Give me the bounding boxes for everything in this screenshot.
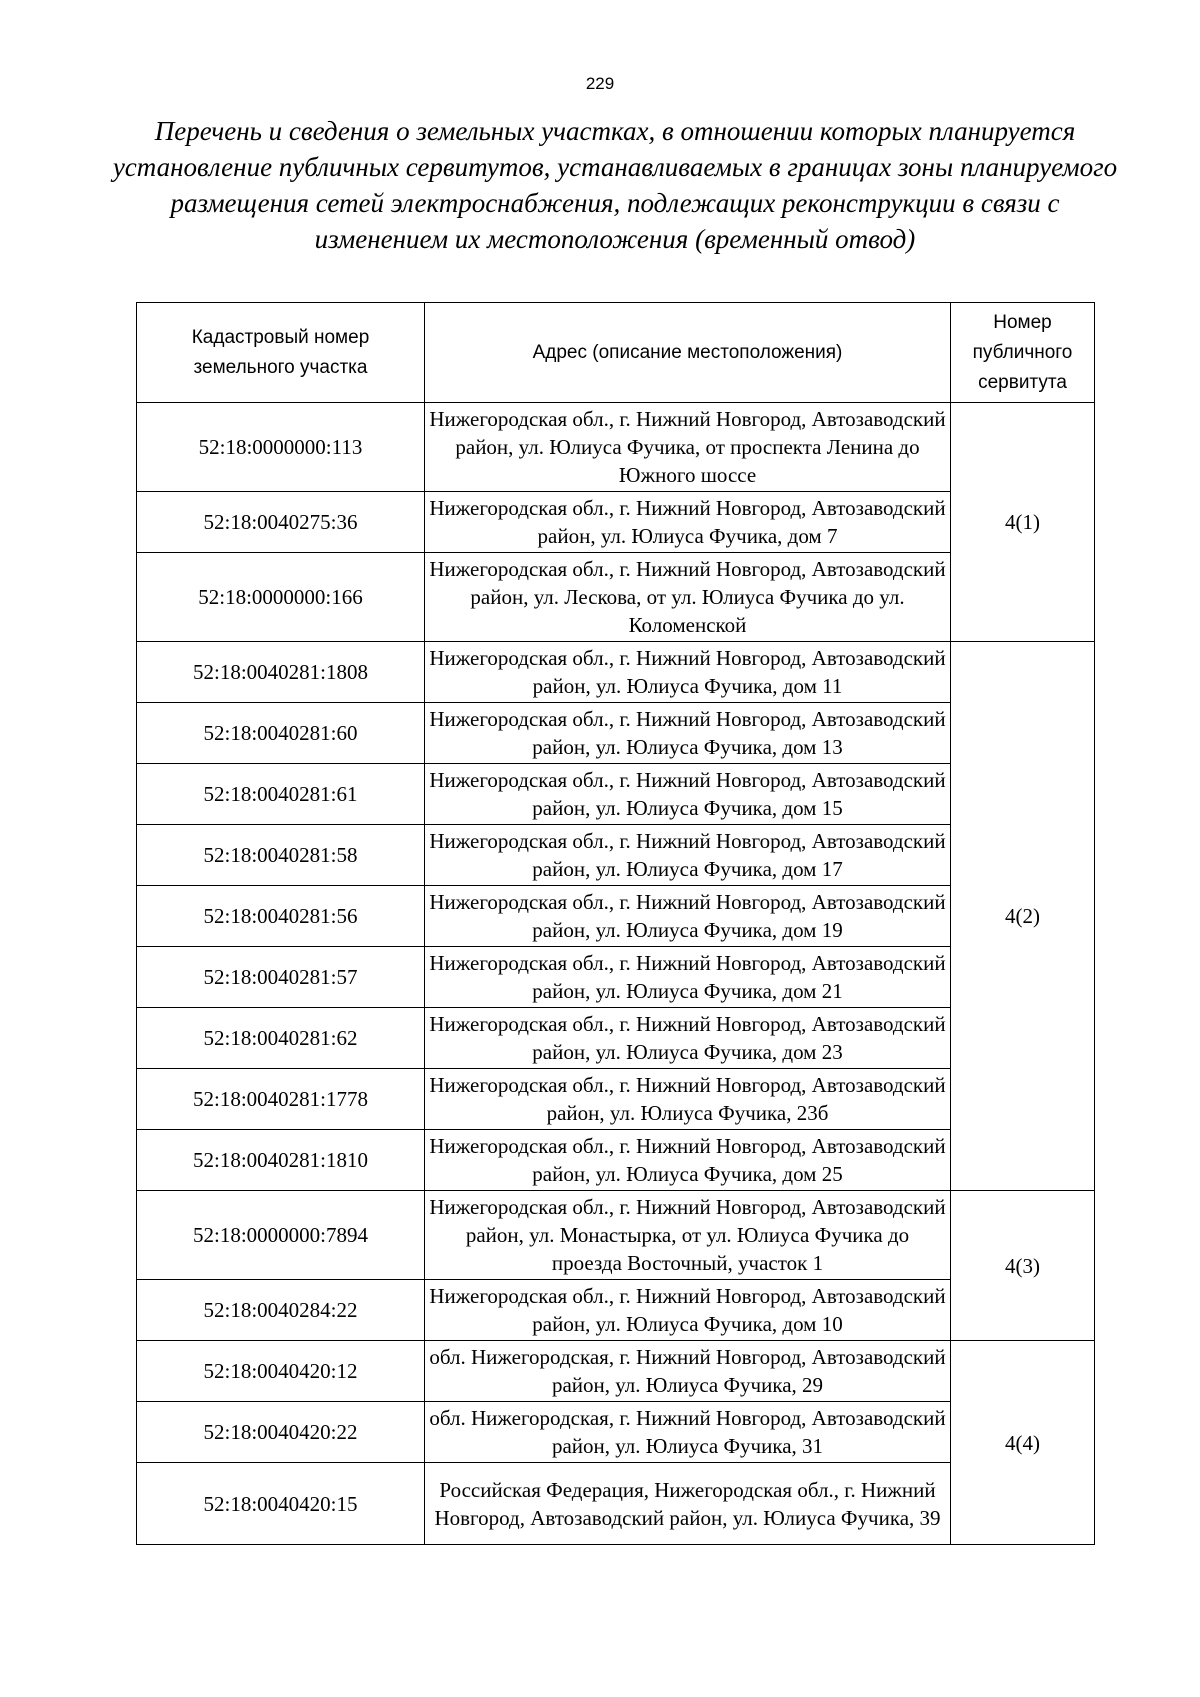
cadastral-number-cell: 52:18:0040281:60 xyxy=(137,703,425,764)
table-row xyxy=(137,642,1095,703)
cadastral-number-cell: 52:18:0000000:7894 xyxy=(137,1191,425,1280)
address-cell: Нижегородская обл., г. Нижний Новгород, Автозаводский район, ул. Юлиуса Фучика, дом 19 xyxy=(425,886,951,947)
address-cell: Нижегородская обл., г. Нижний Новгород, Автозаводский район, ул. Юлиуса Фучика, дом 11 xyxy=(425,642,951,703)
cadastral-number-cell: 52:18:0040281:62 xyxy=(137,1008,425,1069)
cadastral-number-cell: 52:18:0040284:22 xyxy=(137,1280,425,1341)
address-cell: обл. Нижегородская, г. Нижний Новгород, Автозаводский район, ул. Юлиуса Фучика, 29 xyxy=(425,1341,951,1402)
table-row xyxy=(137,403,1095,492)
cadastral-number-cell: 52:18:0040420:12 xyxy=(137,1341,425,1402)
page-number: 229 xyxy=(585,74,615,93)
cadastral-number-cell: 52:18:0040281:57 xyxy=(137,947,425,1008)
address-cell: Нижегородская обл., г. Нижний Новгород, Автозаводский район, ул. Монастырка, от ул. Юлиуса Фучика до проезда Восточный, участок 1 xyxy=(425,1191,951,1280)
table-body xyxy=(137,403,1095,1545)
cadastral-number-cell: 52:18:0040281:1810 xyxy=(137,1130,425,1191)
land-plots-table xyxy=(136,302,1095,1545)
document-title: Перечень и сведения о земельных участках, в отношении которых планируется установление публичных сервитутов, устанавливаемых в границах зоны планируемого размещения сетей электроснабжения, подлежащих реконструкции в связи с изменением их местоположения (временный отвод) xyxy=(112,116,1118,254)
table-header-row xyxy=(137,303,1095,403)
address-cell: Нижегородская обл., г. Нижний Новгород, Автозаводский район, ул. Юлиуса Фучика, 23б xyxy=(425,1069,951,1130)
address-cell: Нижегородская обл., г. Нижний Новгород, Автозаводский район, ул. Юлиуса Фучика, дом 13 xyxy=(425,703,951,764)
address-cell: Нижегородская обл., г. Нижний Новгород, Автозаводский район, ул. Лескова, от ул. Юлиуса Фучика до ул. Коломенской xyxy=(425,553,951,642)
servitude-number-cell: 4(3) xyxy=(951,1191,1095,1341)
cadastral-number-cell: 52:18:0040420:22 xyxy=(137,1402,425,1463)
address-cell: Нижегородская обл., г. Нижний Новгород, Автозаводский район, ул. Юлиуса Фучика, дом 23 xyxy=(425,1008,951,1069)
cadastral-number-cell: 52:18:0000000:113 xyxy=(137,403,425,492)
cadastral-number-cell: 52:18:0000000:166 xyxy=(137,553,425,642)
cadastral-number-cell: 52:18:0040281:61 xyxy=(137,764,425,825)
cadastral-number-cell: 52:18:0040281:1808 xyxy=(137,642,425,703)
address-cell: Нижегородская обл., г. Нижний Новгород, Автозаводский район, ул. Юлиуса Фучика, дом 17 xyxy=(425,825,951,886)
servitude-number-cell: 4(4) xyxy=(951,1341,1095,1545)
cadastral-number-cell: 52:18:0040281:58 xyxy=(137,825,425,886)
cadastral-number-cell: 52:18:0040420:15 xyxy=(137,1463,425,1545)
table-row xyxy=(137,1191,1095,1280)
address-cell: Нижегородская обл., г. Нижний Новгород, Автозаводский район, ул. Юлиуса Фучика, дом 25 xyxy=(425,1130,951,1191)
header-address: Адрес (описание местоположения) xyxy=(425,303,951,403)
cadastral-number-cell: 52:18:0040281:56 xyxy=(137,886,425,947)
address-cell: Нижегородская обл., г. Нижний Новгород, Автозаводский район, ул. Юлиуса Фучика, дом 10 xyxy=(425,1280,951,1341)
cadastral-number-cell: 52:18:0040275:36 xyxy=(137,492,425,553)
header-cadastral-number: Кадастровый номер земельного участка xyxy=(137,303,425,403)
servitude-number-cell: 4(2) xyxy=(951,642,1095,1191)
address-cell: Нижегородская обл., г. Нижний Новгород, Автозаводский район, ул. Юлиуса Фучика, дом 21 xyxy=(425,947,951,1008)
header-servitude-number: Номер публичного сервитута xyxy=(951,303,1095,403)
table-row xyxy=(137,1341,1095,1402)
servitude-number-cell: 4(1) xyxy=(951,403,1095,642)
address-cell: Российская Федерация, Нижегородская обл., г. Нижний Новгород, Автозаводский район, ул. Юлиуса Фучика, 39 xyxy=(425,1463,951,1545)
address-cell: Нижегородская обл., г. Нижний Новгород, Автозаводский район, ул. Юлиуса Фучика, дом 15 xyxy=(425,764,951,825)
address-cell: Нижегородская обл., г. Нижний Новгород, Автозаводский район, ул. Юлиуса Фучика, от проспекта Ленина до Южного шоссе xyxy=(425,403,951,492)
address-cell: обл. Нижегородская, г. Нижний Новгород, Автозаводский район, ул. Юлиуса Фучика, 31 xyxy=(425,1402,951,1463)
address-cell: Нижегородская обл., г. Нижний Новгород, Автозаводский район, ул. Юлиуса Фучика, дом 7 xyxy=(425,492,951,553)
cadastral-number-cell: 52:18:0040281:1778 xyxy=(137,1069,425,1130)
